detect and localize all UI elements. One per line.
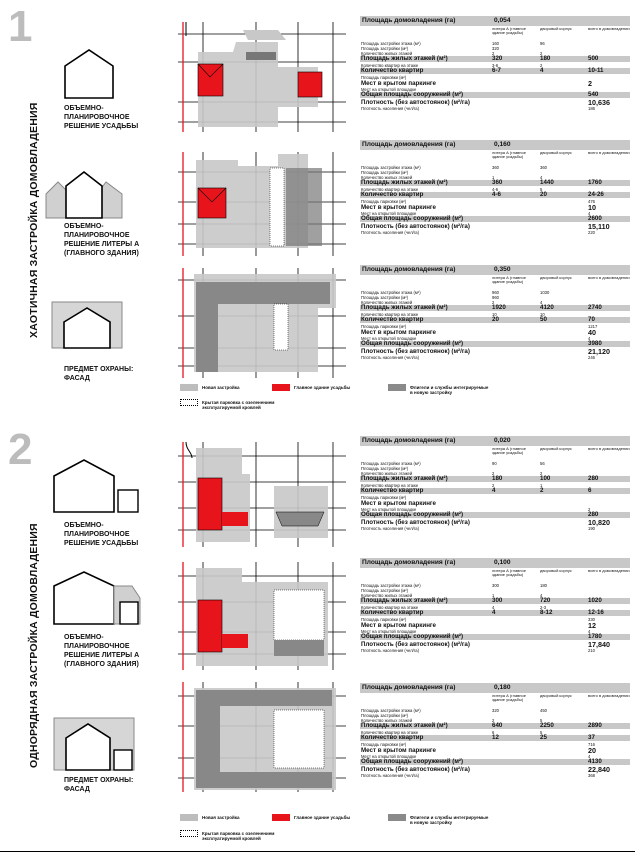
summary-table-4 [360,436,630,531]
cell-value: 540 [588,91,599,98]
row-label: Количество жилых этажей [361,592,413,598]
site-plan-1-3 [178,268,346,378]
house-icon-6 [52,716,142,772]
row-label: Количество квартир [361,67,424,74]
cell-value: 50 [540,316,547,323]
row-label: Общая площадь сооружений (м²) [361,340,464,347]
table-row [360,488,630,495]
cell-value: 22,840 [588,764,610,774]
cell-value: 20 [588,745,596,755]
cell-value: 20 [540,191,547,198]
cell-value: 2 [588,506,591,512]
row-label: Площадь застройки этажа (м²) [361,164,421,170]
cell-value: 2890 [588,722,602,729]
cell-value: 1 [492,592,495,598]
row-label: Плотность (без автостоянок) (м²/га) [361,518,470,526]
cell-value: 6 [492,729,495,735]
cell-value: 1920 [492,304,506,311]
table-row [360,622,630,629]
summary-table-6 [360,683,630,778]
cell-value: 4 [540,299,543,305]
table-row [360,56,630,63]
row-label: Количество квартир на этаже [361,729,419,735]
cell-value: 4130 [588,758,602,765]
house-icon-2 [44,168,124,220]
cell-value: 360 [540,164,547,170]
row-label: Площадь парковки (м²) [361,323,407,329]
caption-2-3: ПРЕДМЕТ ОХРАНЫ: ФАСАД [64,777,134,793]
row-label: Площадь застройки (м²) [361,45,409,51]
row-label: Мест на открытой площадке [361,506,417,512]
area-value: 0,180 [494,684,511,691]
row-label: Количество квартир [361,191,424,198]
row-label: Общая площадь сооружений (м²) [361,633,464,640]
legend-parking-label: Крытая парковка с озеленением эксплуатируемой кровлей [202,400,275,410]
legend2-main-label: Главное здание усадьбы [294,815,351,820]
cell-value: 160 [492,40,499,46]
row-label: Количество квартир на этаже [361,186,419,192]
row-label: Количество жилых этажей [361,174,413,180]
col-spacer [360,27,490,41]
cell-value: 320 [492,55,503,62]
table-row [360,598,630,605]
cell-value: 180 [540,582,547,588]
col-header-yard: дворовый корпус [540,446,572,451]
row-label: Плотность населения (чел/га) [361,354,419,360]
cell-value: 25 [540,734,547,741]
area-label: Площадь домовладения (га) [362,17,456,24]
cell-value: 12-16 [588,609,604,616]
table-row [360,317,630,324]
cell-value: 96 [540,40,545,46]
col-spacer [360,447,490,461]
cell-value: 450 [540,707,547,713]
cell-value: 10,636 [588,97,610,107]
table-row [360,476,630,483]
table-row [360,641,630,648]
cell-value: 1 [492,174,495,180]
area-value: 0,054 [494,17,511,24]
row-label: Площадь парковки (м²) [361,616,407,622]
cell-value: 10,820 [588,517,610,527]
table-row [360,192,630,199]
col-header-yard: дворовый корпус [540,26,572,31]
house-icon-5 [52,568,142,626]
cell-value: 5 [540,186,543,192]
row-label: Площадь парковки (м²) [361,74,407,80]
area-label: Площадь домовладения (га) [362,141,456,148]
col-header-total: всего в домовладении [588,568,630,573]
row-label: Мест в крытом паркинге [361,328,436,336]
cell-value: 5 [540,729,543,735]
summary-table-2 [360,140,630,235]
table-row [360,204,630,211]
row-label: Плотность населения (чел/га) [361,772,419,778]
row-label: Мест в крытом паркинге [361,621,436,629]
row-label: Мест в крытом паркинге [361,499,436,507]
row-label: Площадь застройки (м²) [361,712,409,718]
cell-value: 4 [588,210,591,216]
row-label: Количество жилых этажей [361,717,413,723]
section-1-number: 1 [8,2,33,51]
cell-value: 360 [492,164,499,170]
area-label: Площадь домовладения (га) [362,684,456,691]
cell-value: 4 [540,174,543,180]
caption-1-1: ОБЪЕМНО- ПЛАНИРОВОЧНОЕ РЕШЕНИЕ УСАДЬБЫ [64,105,139,130]
row-label: Общая площадь сооружений (м²) [361,215,464,222]
cell-value: 330 [588,616,595,622]
cell-value: 1030 [540,289,550,295]
row-label: Количество квартир на этаже [361,311,419,317]
row-label: Площадь застройки этажа (м²) [361,40,421,46]
section-2-title: ОДНОРЯДНАЯ ЗАСТРОЙКА ДОМОВЛАДЕНИЯ [28,523,40,768]
cell-value: 4-6 [492,186,499,192]
cell-value: 1020 [588,597,602,604]
cell-value: 186 [588,105,595,111]
row-label: Количество жилых этажей [361,299,413,305]
row-label: Площадь жилых этажей (м²) [361,304,448,311]
site-plan-2-1 [178,442,346,547]
cell-value: 8-12 [540,609,553,616]
cell-value: 2 [540,62,543,68]
table-row [360,180,630,187]
cell-value: 6 [588,487,592,494]
row-label: Количество жилых этажей [361,470,413,476]
cell-value: 2 [540,487,544,494]
legend2-new-swatch [180,814,198,821]
legend-main-label: Главное здание усадьбы [294,385,351,390]
row-label: Общая площадь сооружений (м²) [361,758,464,765]
row-label: Мест в крытом паркинге [361,746,436,754]
row-label: Площадь застройки (м²) [361,587,409,593]
cell-value: 220 [588,229,595,235]
table-row [360,500,630,507]
row-label: Количество жилых этажей [361,50,413,56]
cell-value: 37 [588,734,595,741]
cell-value: 320 [492,45,499,51]
legend-parking-swatch [180,399,198,406]
row-label: Плотность населения (чел/га) [361,105,419,111]
cell-value: 56 [540,460,545,466]
cell-value: 1760 [588,179,602,186]
col-header-main: литера А (главное здание усадьбы) [492,26,526,35]
cell-value: 4-6 [492,191,501,198]
table-row [360,735,630,742]
col-spacer [360,151,490,165]
column-headers [360,276,630,290]
cell-value: 2 [540,470,543,476]
row-label: Площадь застройки этажа (м²) [361,460,421,466]
cell-value: 720 [540,597,551,604]
table-row [360,723,630,730]
row-label: Мест на открытой площадке [361,210,417,216]
row-label: Плотность (без автостоянок) (м²/га) [361,222,470,230]
cell-value: 2 [492,482,495,488]
row-label: Площадь застройки (м²) [361,169,409,175]
house-icon-1 [64,48,114,100]
cell-value: 10 [588,202,596,212]
cell-value: 246 [588,354,595,360]
cell-value: 280 [588,475,599,482]
cell-value: 300 [492,582,499,588]
column-headers [360,447,630,461]
area-value: 0,100 [494,559,511,566]
table-row [360,348,630,355]
cell-value: 12 [492,734,499,741]
cell-value: 1780 [588,633,602,640]
cell-value: 2 [492,470,495,476]
cell-value: 2 [492,50,495,56]
row-label: Площадь жилых этажей (м²) [361,597,448,604]
legend2-parking-swatch [180,830,198,837]
cell-value: 190 [588,525,595,531]
legend2-main-swatch [272,814,290,821]
row-label: Количество квартир на этаже [361,62,419,68]
cell-value: 280 [588,511,599,518]
cell-value: 960 [492,289,499,295]
table-row [360,355,630,360]
cell-value: 2600 [588,215,602,222]
area-value: 0,350 [494,266,511,273]
row-label: Площадь жилых этажей (м²) [361,722,448,729]
cell-value: 640 [492,722,503,729]
summary-table-3 [360,265,630,360]
row-label: Площадь застройки этажа (м²) [361,707,421,713]
col-spacer [360,276,490,290]
col-header-total: всего в домовладении [588,275,630,280]
row-label: Мест на открытой площадке [361,628,417,634]
table-row [360,610,630,617]
site-plan-2-2 [178,562,346,670]
table-row [360,68,630,75]
table-row [360,106,630,111]
cell-value: 4 [540,592,543,598]
col-header-yard: дворовый корпус [540,150,572,155]
col-spacer [360,569,490,583]
col-header-main: литера А (главное здание усадьбы) [492,568,526,577]
caption-1-3: ПРЕДМЕТ ОХРАНЫ: ФАСАД [64,366,134,382]
site-plan-1-2 [178,152,346,256]
column-headers [360,27,630,41]
col-header-total: всего в домовладении [588,446,630,451]
row-label: Площадь жилых этажей (м²) [361,475,448,482]
cell-value: 3980 [588,340,602,347]
cell-value: 1440 [540,179,554,186]
cell-value: 180 [492,475,503,482]
row-label: Площадь застройки этажа (м²) [361,582,421,588]
row-label: Количество квартир [361,487,424,494]
row-label: Количество квартир [361,609,424,616]
table-row [360,223,630,230]
house-icon-4 [52,456,142,514]
legend2-new-label: Новая застройка [202,815,240,820]
cell-value: 15,110 [588,221,610,231]
table-row [360,747,630,754]
row-label: Плотность (без автостоянок) (м²/га) [361,640,470,648]
col-header-main: литера А (главное здание усадьбы) [492,446,526,455]
table-row [360,648,630,653]
row-label: Плотность населения (чел/га) [361,525,419,531]
caption-2-2: ОБЪЕМНО- ПЛАНИРОВОЧНОЕ РЕШЕНИЕ ЛИТЕРЫ А (ГЛАВНОГО ЗДАНИЯ) [64,634,140,668]
caption-1-2: ОБЪЕМНО- ПЛАНИРОВОЧНОЕ РЕШЕНИЕ ЛИТЕРЫ А (ГЛАВНОГО ЗДАНИЯ) [64,223,140,257]
row-label: Мест на открытой площадке [361,335,417,341]
cell-value: 4 [588,335,591,341]
cell-value: 21,120 [588,346,610,356]
area-label: Площадь домовладения (га) [362,437,456,444]
col-header-yard: дворовый корпус [540,275,572,280]
row-label: Площадь парковки (м²) [361,741,407,747]
cell-value: 2 [540,50,543,56]
legend-1 [180,384,489,412]
legend2-wings-label: Флигели и службы интегрируемые в новую застройку [410,815,489,825]
legend-2 [180,814,489,844]
col-header-main: литера А (главное здание усадьбы) [492,693,526,702]
cell-value: 716 [588,741,595,747]
row-label: Площадь застройки (м²) [361,294,409,300]
col-header-main: литера А (главное здание усадьбы) [492,275,526,284]
cell-value: 40 [588,327,596,337]
legend-wings-swatch [388,384,406,391]
cell-value: 20 [492,316,499,323]
cell-value: 4 [492,609,496,616]
cell-value: 2 [492,299,495,305]
cell-value: 4 [588,628,591,634]
cell-value: 12 [588,620,596,630]
row-label: Площадь парковки (м²) [361,494,407,500]
cell-value: 1217 [588,323,598,329]
section-1-title: ХАОТИЧНАЯ ЗАСТРОЙКА ДОМОВЛАДЕНИЯ [28,102,40,338]
cell-value: 100 [540,475,551,482]
table-row [360,230,630,235]
table-row [360,80,630,87]
cell-value: 10 [540,311,545,317]
area-value: 0,160 [494,141,511,148]
cell-value: 500 [588,55,599,62]
cell-value: 2740 [588,304,602,311]
row-label: Количество квартир [361,316,424,323]
row-label: Мест на открытой площадке [361,753,417,759]
cell-value: 960 [492,294,499,300]
cell-value: 24-26 [588,191,604,198]
row-label: Количество квартир [361,734,424,741]
section-2-number: 2 [8,425,33,474]
cell-value: 6-7 [492,67,501,74]
cell-value: 4 [492,604,495,610]
table-row [360,526,630,531]
cell-value: 4120 [540,304,554,311]
column-headers [360,569,630,583]
cell-value: 17,840 [588,639,610,649]
row-label: Общая площадь сооружений (м²) [361,511,464,518]
column-headers [360,694,630,708]
cell-value: 4 [492,487,496,494]
cell-value: 5 [540,717,543,723]
site-plan-2-3 [178,682,346,792]
cell-value: 1 [540,482,543,488]
cell-value: 2-3 [540,604,547,610]
cell-value: 180 [540,55,551,62]
cell-value: 70 [588,316,595,323]
legend-main-swatch [272,384,290,391]
row-label: Площадь жилых этажей (м²) [361,179,448,186]
row-label: Мест на открытой площадке [361,86,417,92]
cell-value: 4 [540,67,544,74]
col-header-main: литера А (главное здание усадьбы) [492,150,526,159]
area-value: 0,020 [494,437,511,444]
row-label: Площадь жилых этажей (м²) [361,55,448,62]
area-label: Площадь домовладения (га) [362,559,456,566]
cell-value: 368 [588,772,595,778]
col-spacer [360,694,490,708]
row-label: Плотность населения (чел/га) [361,647,419,653]
row-label: Плотность (без автостоянок) (м²/га) [361,347,470,355]
cell-value: 2 [492,717,495,723]
row-label: Плотность населения (чел/га) [361,229,419,235]
row-label: Общая площадь сооружений (м²) [361,91,464,98]
col-header-total: всего в домовладении [588,693,630,698]
summary-table-1 [360,16,630,111]
caption-2-1: ОБЪЕМНО- ПЛАНИРОВОЧНОЕ РЕШЕНИЕ УСАДЬБЫ [64,522,139,547]
legend2-parking-label: Крытая парковка с озеленением эксплуатируемой кровлей [202,831,275,841]
cell-value: 10-11 [588,67,604,74]
cell-value: 3-6 [492,62,499,68]
row-label: Площадь застройки этажа (м²) [361,289,421,295]
row-label: Плотность (без автостоянок) (м²/га) [361,98,470,106]
row-label: Мест в крытом паркинге [361,79,436,87]
table-row [360,305,630,312]
cell-value: 210 [588,647,595,653]
row-label: Мест в крытом паркинге [361,203,436,211]
cell-value: 320 [492,707,499,713]
row-label: Количество квартир на этаже [361,604,419,610]
table-row [360,99,630,106]
col-header-total: всего в домовладении [588,26,630,31]
cell-value: 2250 [540,722,554,729]
cell-value: 300 [492,597,503,604]
legend-new-label: Новая застройка [202,385,240,390]
row-label: Площадь застройки (м²) [361,465,409,471]
site-plan-1-1 [178,22,346,132]
column-headers [360,151,630,165]
col-header-total: всего в домовладении [588,150,630,155]
row-label: Количество квартир на этаже [361,482,419,488]
col-header-yard: дворовый корпус [540,568,572,573]
legend-new-swatch [180,384,198,391]
row-label: Площадь парковки (м²) [361,198,407,204]
bottom-rule [0,851,635,852]
house-icon-3 [50,300,124,350]
legend-wings-label: Флигели и службы интегрируемые в новую застройку [410,385,489,395]
col-header-yard: дворовый корпус [540,693,572,698]
table-row [360,519,630,526]
table-row [360,773,630,778]
summary-table-5 [360,558,630,653]
table-row [360,329,630,336]
cell-value: 476 [588,198,595,204]
row-label: Плотность (без автостоянок) (м²/га) [361,765,470,773]
cell-value: 4 [588,753,591,759]
legend2-wings-swatch [388,814,406,821]
table-row [360,766,630,773]
area-label: Площадь домовладения (га) [362,266,456,273]
cell-value: 90 [492,460,497,466]
cell-value: 10 [492,311,497,317]
cell-value: 2 [588,78,592,88]
cell-value: 360 [492,179,503,186]
